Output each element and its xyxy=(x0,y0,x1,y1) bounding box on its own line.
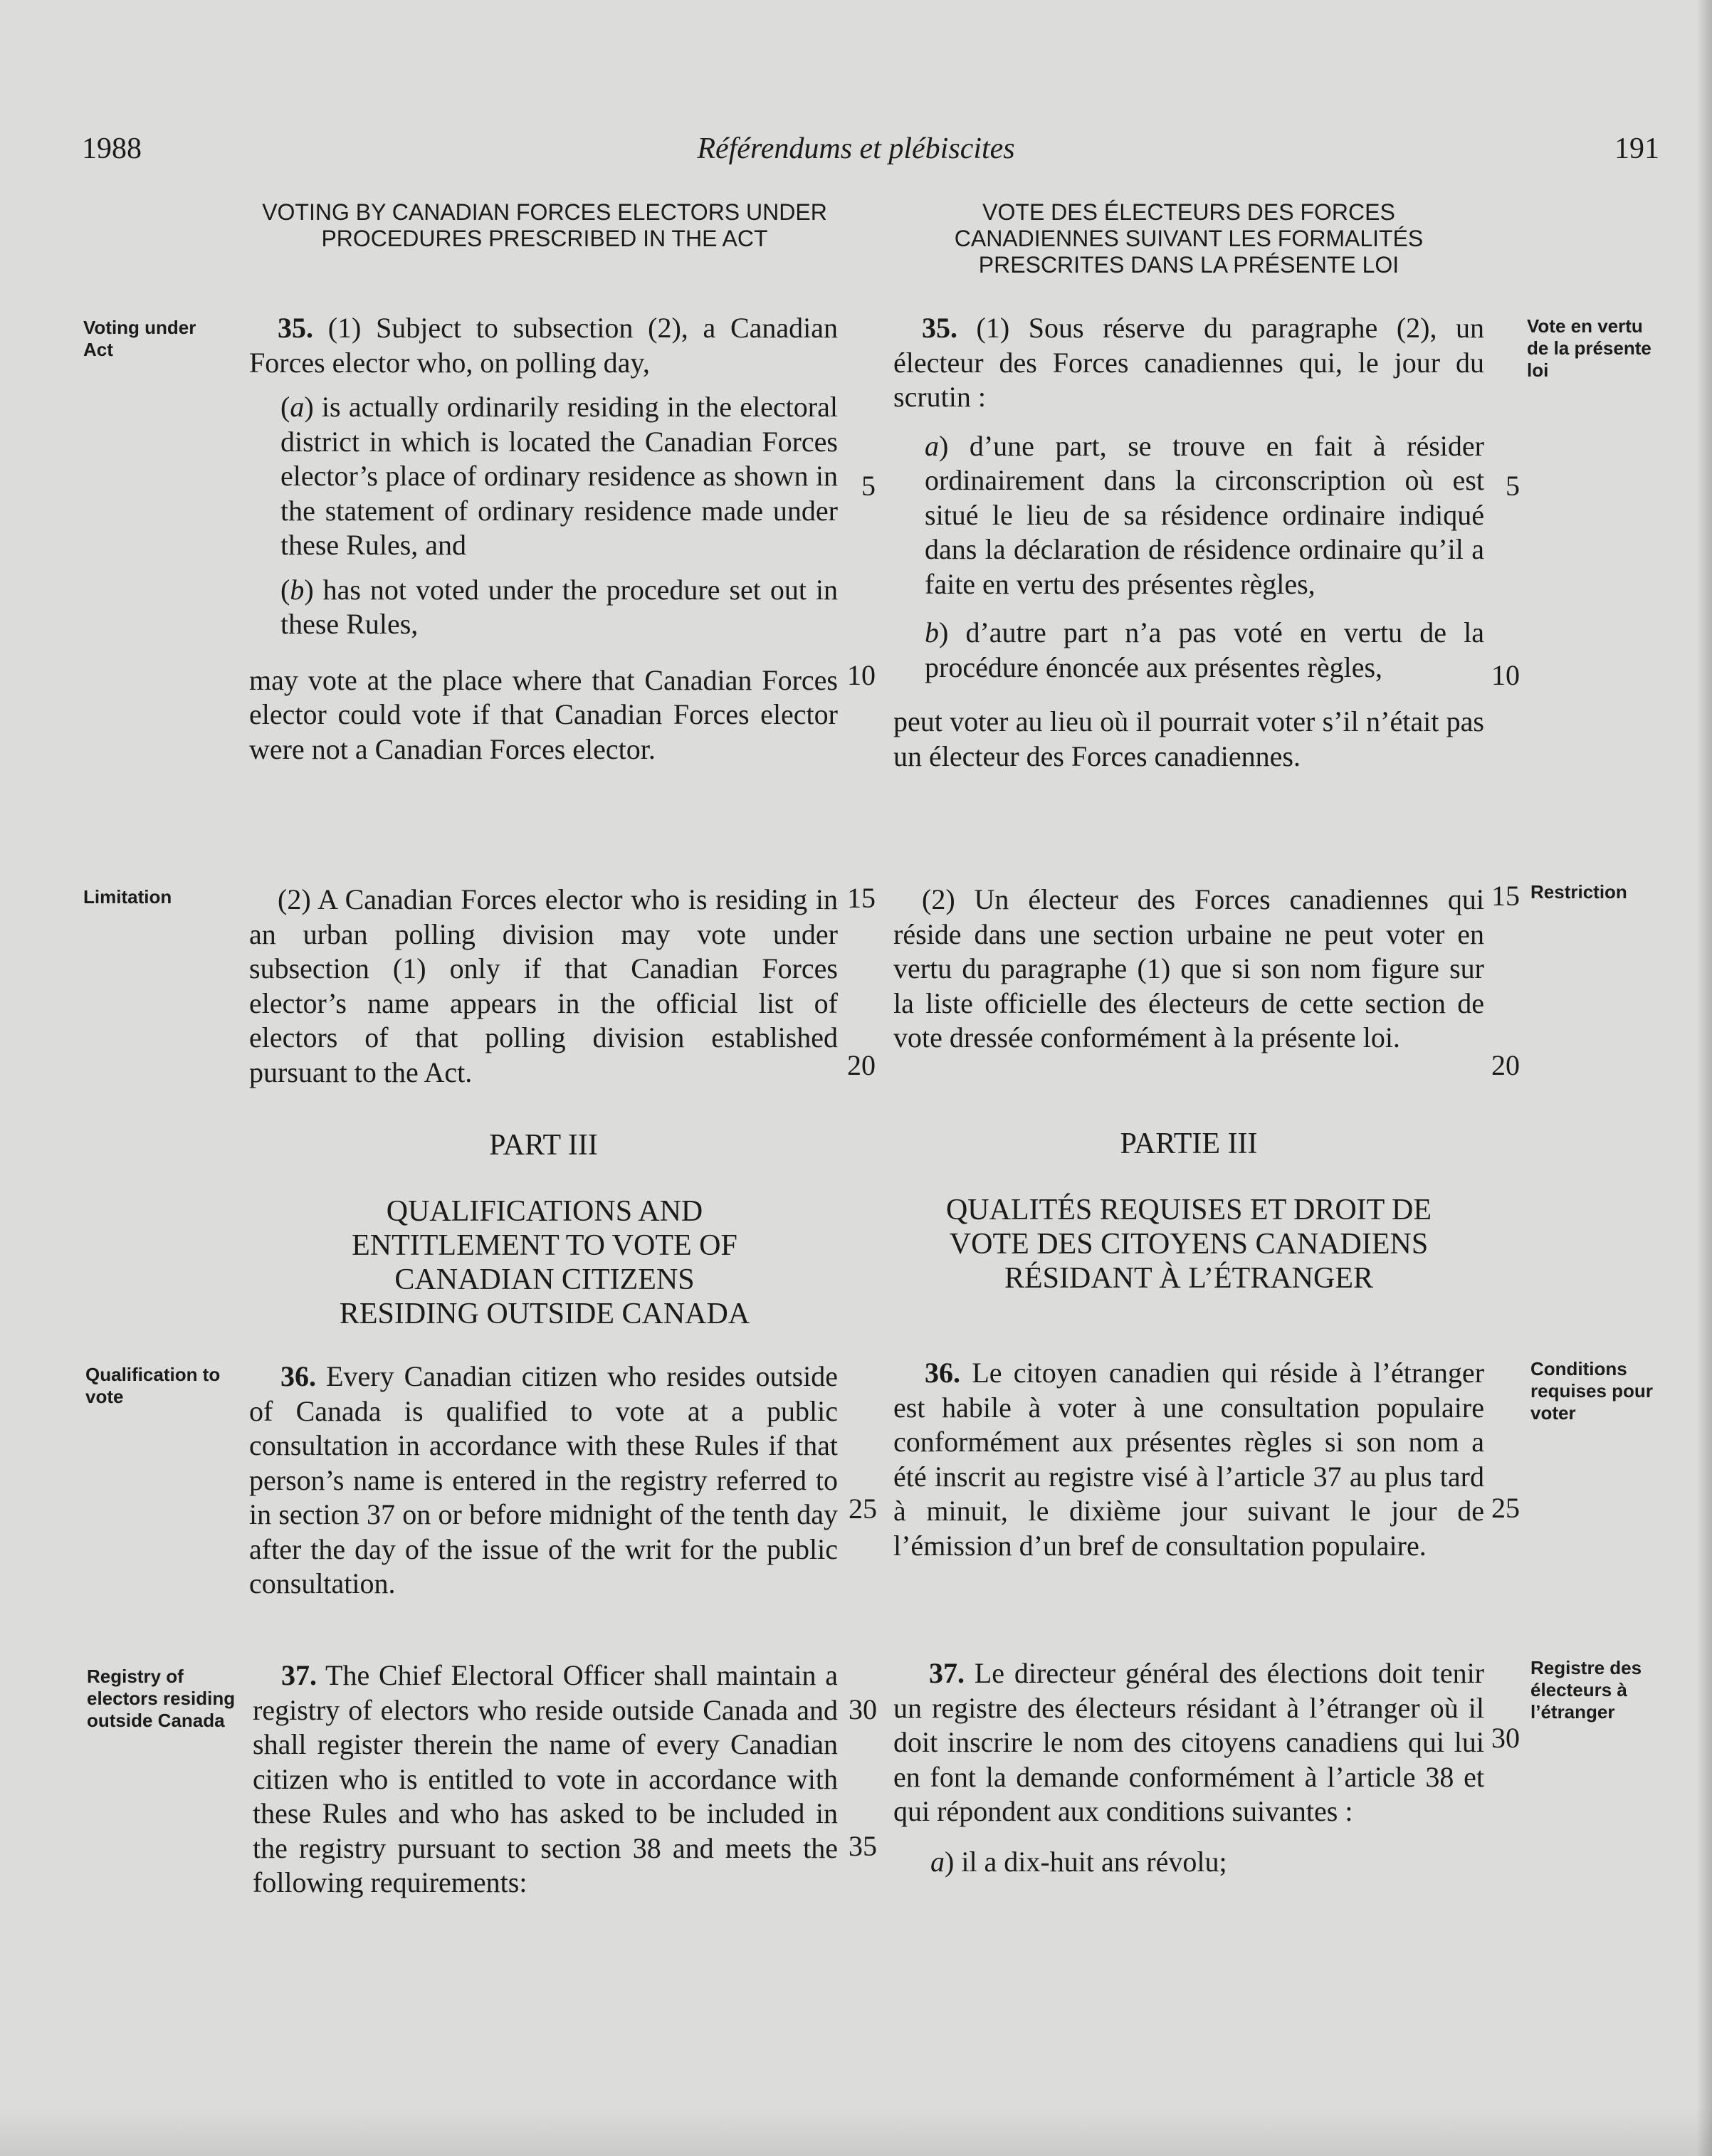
en-s37-number: 37. xyxy=(281,1659,317,1691)
en-s35-b-text: has not voted under the procedure set out in these Rules, xyxy=(280,573,838,640)
heading-en: VOTING BY CANADIAN FORCES ELECTORS UNDER PROCEDURES PRESCRIBED IN THE ACT xyxy=(262,199,827,251)
en-s35-number: 35. xyxy=(278,312,313,344)
en-section-35 xyxy=(249,311,838,767)
en-s35-b-label: b xyxy=(290,573,305,606)
fr-s35-a-text: d’une part, se trouve en fait à résider ordinairement dans la circonscription où est situé le lieu de sa résidence ordinaire indiqué dans la déclaration de résidence ordinaire qu’il a faite en vertu des présentes règles, xyxy=(925,429,1484,600)
fr-section-35 xyxy=(893,311,1484,774)
fr-section-37 xyxy=(893,1656,1484,1879)
line-number: 10 xyxy=(1491,659,1520,691)
fr-s35-closing: peut voter au lieu où il pourrait voter s’il n’était pas un électeur des Forces canadiennes. xyxy=(893,705,1484,772)
fr-s37-a-label: a xyxy=(930,1845,945,1878)
running-title: Référendums et plébiscites xyxy=(697,132,1015,165)
en-part-title: QUALIFICATIONS AND ENTITLEMENT TO VOTE OF CANADIAN CITIZENS RESIDING OUTSIDE CANADA xyxy=(339,1195,750,1330)
fr-section-35-2 xyxy=(893,883,1484,1056)
page-year: 1988 xyxy=(82,132,142,165)
en-s35-closing: may vote at the place where that Canadian Forces elector could vote if that Canadian Forces elector were not a Canadian Forces elector. xyxy=(249,663,838,765)
fr-s35-para-a: a) d’une part, se trouve en fait à résider ordinairement dans la circonscription où est situé le lieu de sa résidence ordinaire indiqué dans la déclaration de résidence ordinaire qu’il a faite en vertu des présentes règles, xyxy=(925,429,1484,600)
en-s35-2-text: (2) A Canadian Forces elector who is residing in an urban polling division may vote under subsection (1) only if that Canadian Forces elector’s name appears in the official list of electors of that polling division established pursuant to the Act. xyxy=(249,883,838,1088)
margin-note-registry: Registry of electors residing outside Canada xyxy=(87,1666,236,1731)
en-section-36 xyxy=(249,1360,838,1602)
en-section-35-2 xyxy=(249,883,838,1090)
en-s35-a-label: a xyxy=(290,391,305,423)
en-part-number: PART III xyxy=(489,1129,598,1162)
fr-s37-a-text: il a dix-huit ans révolu; xyxy=(961,1845,1227,1878)
fr-s35-intro xyxy=(893,311,1484,415)
line-number: 15 xyxy=(1491,880,1520,912)
fr-s37-number: 37. xyxy=(929,1657,965,1689)
en-s36-text: Every Canadian citizen who resides outside of Canada is qualified to vote at a public consultation in accordance with these Rules if that person’s name is entered in the registry referred to in section 37 on or before midnight of the tenth day after the day of the issue of the writ for the public consultation. xyxy=(249,1360,839,1599)
margin-note-qualification: Qualification to vote xyxy=(85,1364,221,1407)
en-s35-para-b: (b) has not voted under the procedure set out in these Rules, xyxy=(280,573,838,640)
margin-note-conditions: Conditions requises pour voter xyxy=(1530,1358,1653,1424)
fr-s37-para-a: a) il a dix-huit ans révolu; xyxy=(930,1845,1227,1878)
fr-s35-b-text: d’autre part n’a pas voté en vertu de la procédure énoncée aux présentes règles, xyxy=(925,616,1484,683)
line-number: 35 xyxy=(849,1830,877,1862)
en-s36-text-block xyxy=(249,1360,838,1602)
page-number: 191 xyxy=(1614,132,1659,165)
en-s35-para-a: (a) is actually ordinarily residing in the electoral district in which is located the Canadian Forces elector’s place of ordinary residence as shown in the statement of ordinary residence made under these Rules, and xyxy=(280,391,838,561)
line-number: 10 xyxy=(847,659,876,691)
fr-s35-intro-text: (1) Sous réserve du paragraphe (2), un électeur des Forces canadiennes qui, le jour du scrutin : xyxy=(893,312,1485,413)
line-number: 25 xyxy=(1491,1492,1520,1524)
margin-note-limitation: Limitation xyxy=(83,886,172,908)
en-s35-a-text: is actually ordinarily residing in the electoral district in which is located the Canadian Forces elector’s place of ordinary residence as shown in the statement of ordinary residence made under these Rules, and xyxy=(280,391,838,561)
heading-fr: VOTE DES ÉLECTEURS DES FORCES CANADIENNES SUIVANT LES FORMALITÉS PRESCRITES DANS LA PRÉSENTE LOI xyxy=(954,199,1424,278)
en-s37-text-block xyxy=(253,1658,838,1900)
fr-part-number: PARTIE III xyxy=(1120,1127,1258,1160)
en-s36-number: 36. xyxy=(280,1360,316,1392)
margin-note-restriction: Restriction xyxy=(1530,881,1627,903)
fr-section-36 xyxy=(893,1356,1484,1563)
margin-note-registre: Registre des électeurs à l’étranger xyxy=(1530,1657,1642,1723)
line-number: 25 xyxy=(849,1493,877,1525)
fr-s35-number: 35. xyxy=(922,312,957,344)
margin-note-voting-under-act: Voting under Act xyxy=(83,317,196,360)
line-number: 20 xyxy=(1491,1049,1520,1081)
line-number: 30 xyxy=(1491,1722,1520,1754)
fr-s35-2-text: (2) Un électeur des Forces canadiennes qui réside dans une section urbaine ne peut voter en vertu du paragraphe (1) que si son nom figure sur la liste officielle des électeurs de cette section de vote dressée conformément à la présente loi. xyxy=(893,883,1484,1053)
en-section-37 xyxy=(253,1658,838,1900)
fr-s36-text-block xyxy=(893,1356,1484,1563)
line-number: 15 xyxy=(847,882,876,914)
fr-part-title: QUALITÉS REQUISES ET DROIT DE VOTE DES CITOYENS CANADIENS RÉSIDANT À L’ÉTRANGER xyxy=(945,1194,1432,1295)
line-number: 5 xyxy=(1506,470,1520,502)
line-number: 30 xyxy=(849,1693,877,1725)
fr-s37-text: Le directeur général des élections doit tenir un registre des électeurs résidant à l’étranger où il doit inscrire le nom des citoyens canadiens qui lui en font la demande conformément à l’article 38 et qui répondent aux conditions suivantes : xyxy=(893,1657,1485,1827)
fr-s36-number: 36. xyxy=(925,1357,960,1389)
fr-s35-a-label: a xyxy=(925,429,939,462)
fr-s35-para-b: b) d’autre part n’a pas voté en vertu de la procédure énoncée aux présentes règles, xyxy=(925,616,1484,683)
line-number: 20 xyxy=(847,1049,876,1081)
en-s37-text: The Chief Electoral Officer shall maintain a registry of electors who reside outside Canada and shall register therein the name of every Canadian citizen who is entitled to vote in accordance with these Rules and who has asked to be included in the registry pursuant to section 38 and meets the following requirements: xyxy=(253,1659,839,1898)
line-number: 5 xyxy=(861,470,876,502)
margin-note-vote-en-vertu: Vote en vertu de la présente loi xyxy=(1527,315,1651,381)
fr-s36-text: Le citoyen canadien qui réside à l’étranger est habile à voter à une consultation populaire conformément aux présentes règles si son nom a été inscrit au registre visé à l’article 37 au plus tard à minuit, le dixième jour suivant le jour de l’émission d’un bref de consultation populaire. xyxy=(893,1357,1485,1562)
page-edge-shadow xyxy=(1696,0,1712,2156)
en-s35-intro xyxy=(249,311,838,380)
fr-s37-text-block xyxy=(893,1656,1484,1829)
page-bottom-shadow xyxy=(0,2106,1712,2156)
fr-s35-b-label: b xyxy=(925,616,939,648)
en-s35-intro-text: (1) Subject to subsection (2), a Canadian Forces elector who, on polling day, xyxy=(249,312,839,379)
